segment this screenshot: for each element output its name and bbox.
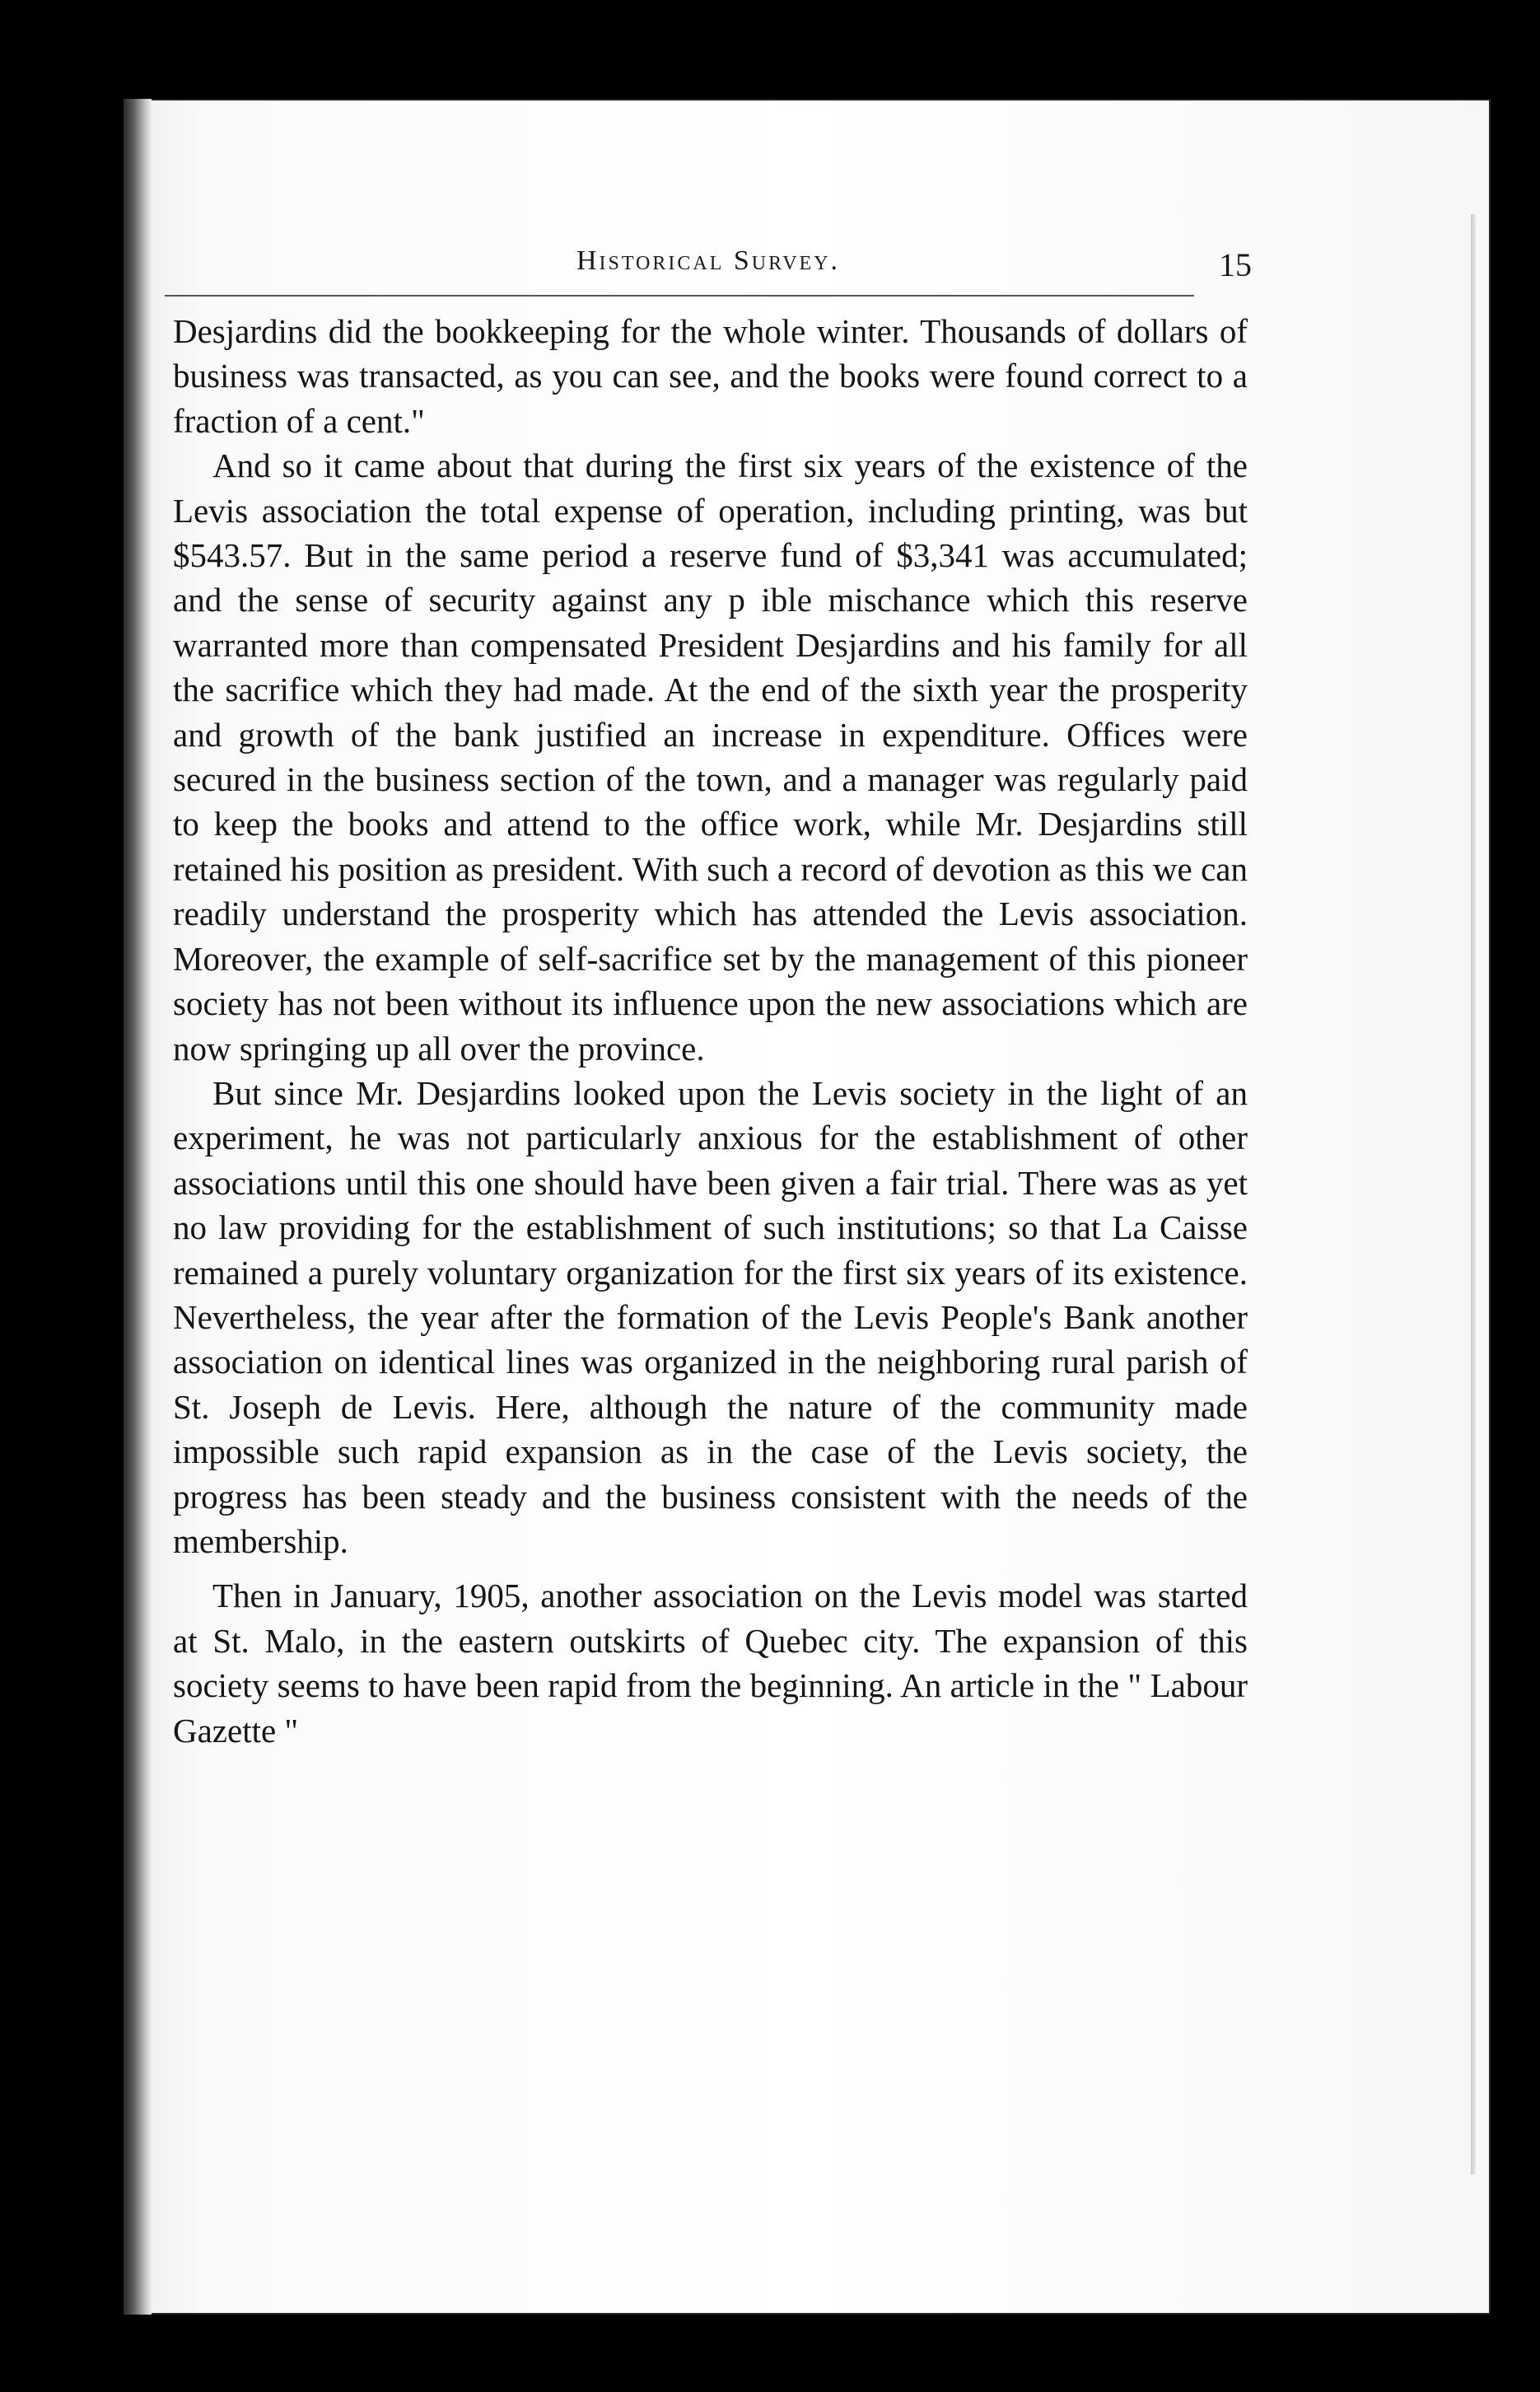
paragraph: And so it came about that during the first six years of the existence of the Levis association the total expense of operation, including printing, was but $543.57. But in the same period a reserve fund of $3,341 was accumulated; and the sense of security against any p ible mischance which this reserve warranted more than compensated President Desjardins and his family for all the sacrifice which they had made. At the end of the sixth year the prosperity and growth of the bank justified an increase in expenditure. Offices were secured in the business section of the town, and a manager was regularly paid to keep the books and attend to the office work, while Mr. Desjardins still retained his position as president. With such a record of devotion as this we can readily understand the prosperity which has attended the Levis association. Moreover, the example of self-sacrifice set by the management of this pioneer society has not been without its influence upon the new associations which are now springing up all over the province. [173,446,1248,1068]
paragraph-continued: Desjardins did the bookkeeping for the whole winter. Thousands of dollars of business was transacted, as you can see, and the books were found correct to a fraction of a cent." [173,312,1248,440]
body-text [173,309,1248,1753]
page-edge [1471,214,1476,2175]
page-number: 15 [1219,246,1252,283]
paragraph: Then in January, 1905, another association on the Levis model was started at St. Malo, in the eastern outskirts of Quebec city. The expansion of this society seems to have been rapid from the beginning. An article in the " Labour Gazette " [173,1577,1248,1750]
header-rule [165,295,1194,297]
paragraph: But since Mr. Desjardins looked upon the Levis society in the light of an experiment, he was not particularly anxious for the establishment of other associations until this one should have been given a fair trial. There was as yet no law providing for the establishment of such institutions; so that La Caisse remained a purely voluntary organization for the first six years of its existence. Nevertheless, the year after the formation of the Levis People's Bank another association on identical lines was organized in the neighboring rural parish of St. Joseph de Levis. Here, although the nature of the community made impossible such rapid expansion as in the case of the Levis society, the progress has been steady and the business consistent with the needs of the membership. [173,1073,1248,1560]
running-title: Historical Survey. [576,245,841,276]
book-spine-shadow [124,99,152,2315]
running-header [165,239,1252,297]
